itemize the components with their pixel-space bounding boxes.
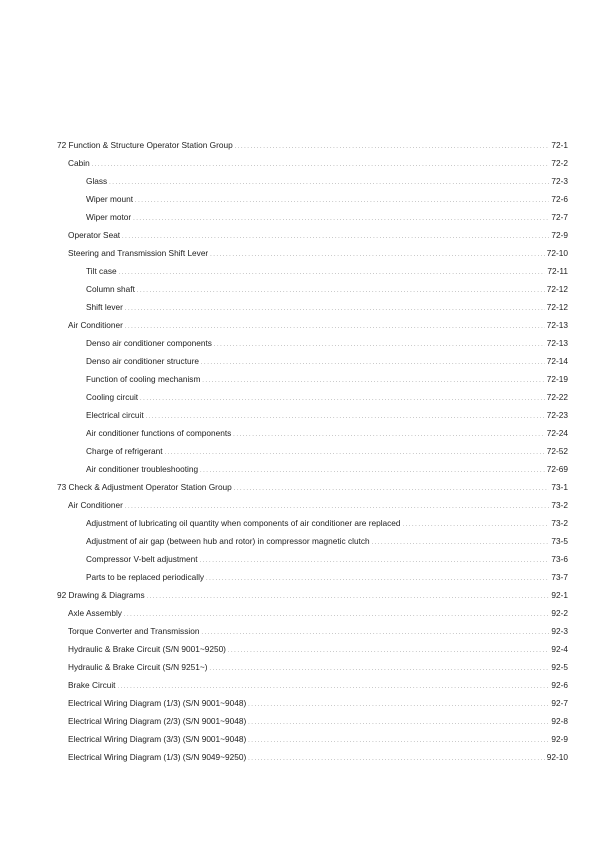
dot-leader — [202, 370, 544, 390]
toc-entry-title: Function of cooling mechanism — [86, 374, 201, 384]
toc-entry-title: Electrical Wiring Diagram (1/3) (S/N 9049~9250) — [68, 752, 247, 762]
toc-entry[interactable] — [57, 244, 568, 262]
dot-leader — [122, 226, 549, 246]
toc-entry[interactable] — [57, 154, 568, 172]
toc-entry-page: 92-8 — [551, 716, 568, 726]
toc-entry[interactable] — [57, 208, 568, 226]
toc-entry[interactable] — [57, 496, 568, 514]
toc-entry[interactable] — [57, 442, 568, 460]
toc-entry[interactable] — [57, 640, 568, 658]
toc-entry-title: Adjustment of air gap (between hub and rotor) in compressor magnetic clutch — [86, 536, 370, 546]
dot-leader — [146, 406, 545, 426]
toc-entry-page: 72-11 — [547, 266, 568, 276]
dot-leader — [248, 694, 549, 714]
dot-leader — [125, 298, 545, 318]
toc-entry[interactable] — [57, 568, 568, 586]
toc-entry-title: Denso air conditioner structure — [86, 356, 199, 366]
toc-entry-page: 92-4 — [551, 644, 568, 654]
toc-entry-title: Compressor V-belt adjustment — [86, 554, 198, 564]
toc-entry-page: 92-9 — [551, 734, 568, 744]
dot-leader — [201, 352, 545, 372]
toc-entry[interactable] — [57, 712, 568, 730]
toc-entry[interactable] — [57, 658, 568, 676]
toc-entry-title: Glass — [86, 176, 108, 186]
toc-entry-page: 72-12 — [546, 302, 568, 312]
toc-entry-title: Air conditioner functions of components — [86, 428, 232, 438]
toc-entry-page: 72-23 — [546, 410, 568, 420]
dot-leader — [228, 640, 549, 660]
dot-leader — [248, 712, 549, 732]
toc-entry-title: Wiper mount — [86, 194, 134, 204]
toc-entry-title: Denso air conditioner components — [86, 338, 212, 348]
toc-entry[interactable] — [57, 370, 568, 388]
toc-entry-page: 72-22 — [546, 392, 568, 402]
toc-entry-title: Brake Circuit — [68, 680, 116, 690]
dot-leader — [125, 316, 545, 336]
toc-entry[interactable] — [57, 730, 568, 748]
toc-entry-title: Parts to be replaced periodically — [86, 572, 205, 582]
toc-entry[interactable] — [57, 514, 568, 532]
toc-entry-title: Hydraulic & Brake Circuit (S/N 9001~9250) — [68, 644, 226, 654]
toc-entry[interactable] — [57, 262, 568, 280]
toc-entry-page: 92-3 — [551, 626, 568, 636]
toc-entry-page: 92-5 — [551, 662, 568, 672]
dot-leader — [248, 730, 549, 750]
toc-entry[interactable] — [57, 226, 568, 244]
dot-leader — [118, 676, 550, 696]
toc-entry[interactable] — [57, 586, 568, 604]
toc-entry-page: 72-10 — [546, 248, 568, 258]
toc-entry-page: 72-13 — [546, 320, 568, 330]
dot-leader — [200, 460, 545, 480]
dot-leader — [206, 568, 549, 588]
toc-entry[interactable] — [57, 136, 568, 154]
toc-entry-title: Electrical Wiring Diagram (3/3) (S/N 9001~9048) — [68, 734, 247, 744]
dot-leader — [124, 604, 549, 624]
dot-leader — [119, 262, 546, 282]
toc-entry-page: 73-6 — [551, 554, 568, 564]
toc-entry-title: Charge of refrigerant — [86, 446, 163, 456]
dot-leader — [201, 622, 549, 642]
toc-entry-title: 72 Function & Structure Operator Station Group — [57, 140, 233, 150]
dot-leader — [233, 424, 544, 444]
toc-entry[interactable] — [57, 316, 568, 334]
toc-entry[interactable] — [57, 460, 568, 478]
toc-entry-page: 72-7 — [551, 212, 568, 222]
dot-leader — [109, 172, 549, 192]
toc-entry-title: Cabin — [68, 158, 90, 168]
dot-leader — [403, 514, 550, 534]
dot-leader — [92, 154, 550, 174]
toc-entry-page: 73-2 — [551, 518, 568, 528]
toc-entry-title: Torque Converter and Transmission — [68, 626, 200, 636]
toc-entry[interactable] — [57, 604, 568, 622]
toc-entry-title: Air conditioner troubleshooting — [86, 464, 199, 474]
toc-entry-page: 72-6 — [551, 194, 568, 204]
dot-leader — [125, 496, 550, 516]
toc-entry-title: Axle Assembly — [68, 608, 122, 618]
toc-entry-page: 72-2 — [551, 158, 568, 168]
toc-entry-page: 73-5 — [551, 536, 568, 546]
dot-leader — [234, 478, 550, 498]
toc-entry-title: Hydraulic & Brake Circuit (S/N 9251~) — [68, 662, 208, 672]
dot-leader — [248, 748, 545, 768]
toc-entry-page: 92-1 — [551, 590, 568, 600]
toc-entry[interactable] — [57, 190, 568, 208]
toc-entry-page: 73-1 — [551, 482, 568, 492]
toc-entry[interactable] — [57, 352, 568, 370]
toc-entry-title: Air Conditioner — [68, 320, 123, 330]
toc-entry[interactable] — [57, 676, 568, 694]
dot-leader — [147, 586, 550, 606]
toc-entry[interactable] — [57, 334, 568, 352]
toc-entry-page: 72-14 — [546, 356, 568, 366]
dot-leader — [140, 388, 545, 408]
dot-leader — [209, 658, 549, 678]
toc-entry[interactable] — [57, 532, 568, 550]
toc-entry-title: 73 Check & Adjustment Operator Station Group — [57, 482, 232, 492]
dot-leader — [135, 190, 549, 210]
toc-entry-title: Electrical circuit — [86, 410, 144, 420]
toc-entry-page: 73-7 — [551, 572, 568, 582]
toc-entry-page: 92-10 — [546, 752, 568, 762]
toc-entry-title: Adjustment of lubricating oil quantity when components of air conditioner are replaced — [86, 518, 401, 528]
toc-entry[interactable] — [57, 478, 568, 496]
toc-entry-title: Operator Seat — [68, 230, 121, 240]
toc-entry[interactable] — [57, 280, 568, 298]
toc-entry-page: 72-69 — [546, 464, 568, 474]
toc-entry-title: Electrical Wiring Diagram (2/3) (S/N 9001~9048) — [68, 716, 247, 726]
toc-entry-page: 72-52 — [546, 446, 568, 456]
toc-entry[interactable] — [57, 694, 568, 712]
toc-entry-page: 72-3 — [551, 176, 568, 186]
toc-entry-page: 72-1 — [551, 140, 568, 150]
toc-entry-page: 92-7 — [551, 698, 568, 708]
toc-entry-title: Shift lever — [86, 302, 123, 312]
toc-entry-title: Cooling circuit — [86, 392, 139, 402]
toc-entry-title: Steering and Transmission Shift Lever — [68, 248, 209, 258]
toc-entry-title: Wiper motor — [86, 212, 132, 222]
dot-leader — [210, 244, 545, 264]
toc-entry-page: 72-19 — [546, 374, 568, 384]
toc-entry[interactable] — [57, 172, 568, 190]
toc-entry-title: Column shaft — [86, 284, 135, 294]
toc-entry-page: 72-12 — [546, 284, 568, 294]
toc-entry[interactable] — [57, 550, 568, 568]
toc-entry-page: 73-2 — [551, 500, 568, 510]
toc-entry[interactable] — [57, 424, 568, 442]
dot-leader — [165, 442, 545, 462]
dot-leader — [137, 280, 545, 300]
toc-entry-page: 72-13 — [546, 338, 568, 348]
toc-entry[interactable] — [57, 298, 568, 316]
toc-entry-page: 92-2 — [551, 608, 568, 618]
toc-entry-title: Tilt case — [86, 266, 117, 276]
toc-entry[interactable] — [57, 622, 568, 640]
dot-leader — [214, 334, 545, 354]
table-of-contents — [57, 136, 568, 766]
toc-entry[interactable] — [57, 406, 568, 424]
toc-entry[interactable] — [57, 388, 568, 406]
toc-entry-title: 92 Drawing & Diagrams — [57, 590, 145, 600]
toc-entry-page: 92-6 — [551, 680, 568, 690]
toc-entry-title: Electrical Wiring Diagram (1/3) (S/N 9001~9048) — [68, 698, 247, 708]
dot-leader — [235, 136, 550, 156]
toc-entry-page: 72-9 — [551, 230, 568, 240]
toc-entry-title: Air Conditioner — [68, 500, 123, 510]
dot-leader — [200, 550, 550, 570]
toc-entry[interactable] — [57, 748, 568, 766]
dot-leader — [133, 208, 549, 228]
dot-leader — [372, 532, 550, 552]
toc-entry-page: 72-24 — [546, 428, 568, 438]
